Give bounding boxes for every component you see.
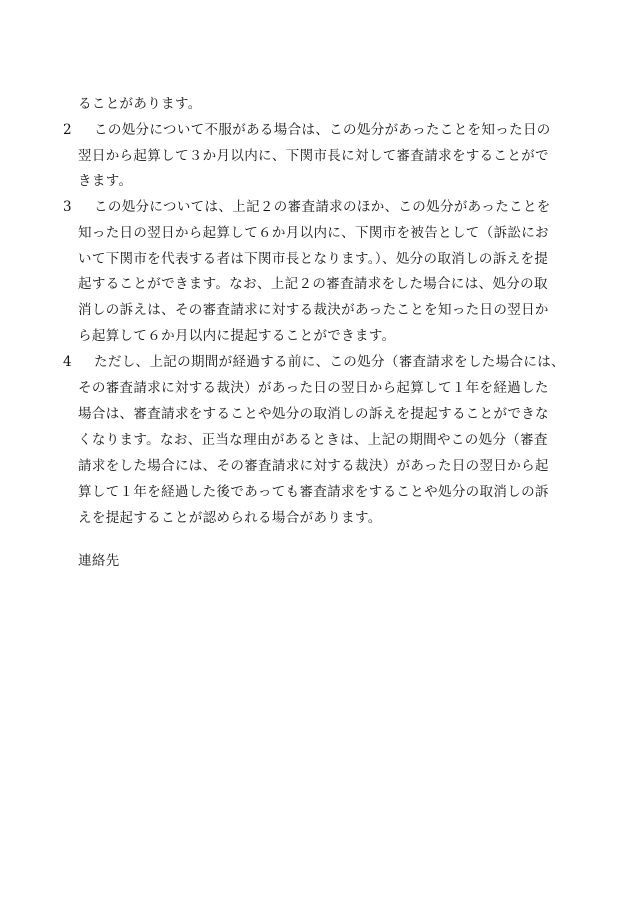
item-4-line-5: 請求をした場合には、その審査請求に対する裁決）があった日の翌日から起 [78, 458, 549, 474]
item-4-line-6: 算して１年を経過した後であっても審査請求をすることや処分の取消しの訴 [78, 484, 549, 500]
item-3-line-5: 消しの訴えは、その審査請求に対する裁決があったことを知った日の翌日か [78, 302, 549, 318]
item-number-3: 3 [63, 199, 72, 215]
item-3-line-6: ら起算して６か月以内に提起することができます。 [78, 328, 396, 344]
item-4-line-1: ただし、上記の期間が経過する前に、この処分（審査請求をした場合には、 [94, 354, 565, 370]
item-3-line-2: 知った日の翌日から起算して６か月以内に、下関市を被告として（訴訟にお [78, 225, 549, 241]
item-2-line-1: この処分について不服がある場合は、この処分があったことを知った日の [94, 122, 551, 138]
item-3-line-3: いて下関市を代表する者は下関市長となります。）、処分の取消しの訴えを提 [78, 251, 549, 267]
item-number-4: 4 [63, 354, 72, 370]
item-number-2: 2 [63, 122, 72, 138]
item-4-line-2: その審査請求に対する裁決）があった日の翌日から起算して１年を経過した [78, 380, 549, 396]
item-2-line-2: 翌日から起算して３か月以内に、下関市長に対して審査請求をすることがで [78, 148, 549, 164]
item-4-line-7: えを提起することが認められる場合があります。 [78, 510, 382, 526]
item-3-line-1: この処分については、上記２の審査請求のほか、この処分があったことを [94, 199, 551, 215]
contact-label: 連絡先 [78, 553, 120, 569]
continuation-line: ることがあります。 [78, 96, 202, 112]
item-3-line-4: 起することができます。なお、上記２の審査請求をした場合には、処分の取 [78, 276, 548, 292]
item-2-line-3: きます。 [78, 173, 133, 189]
item-4-line-3: 場合は、審査請求をすることや処分の取消しの訴えを提起することができな [78, 406, 549, 422]
item-4-line-4: くなります。なお、正当な理由があるときは、上記の期間やこの処分（審査 [78, 432, 548, 448]
